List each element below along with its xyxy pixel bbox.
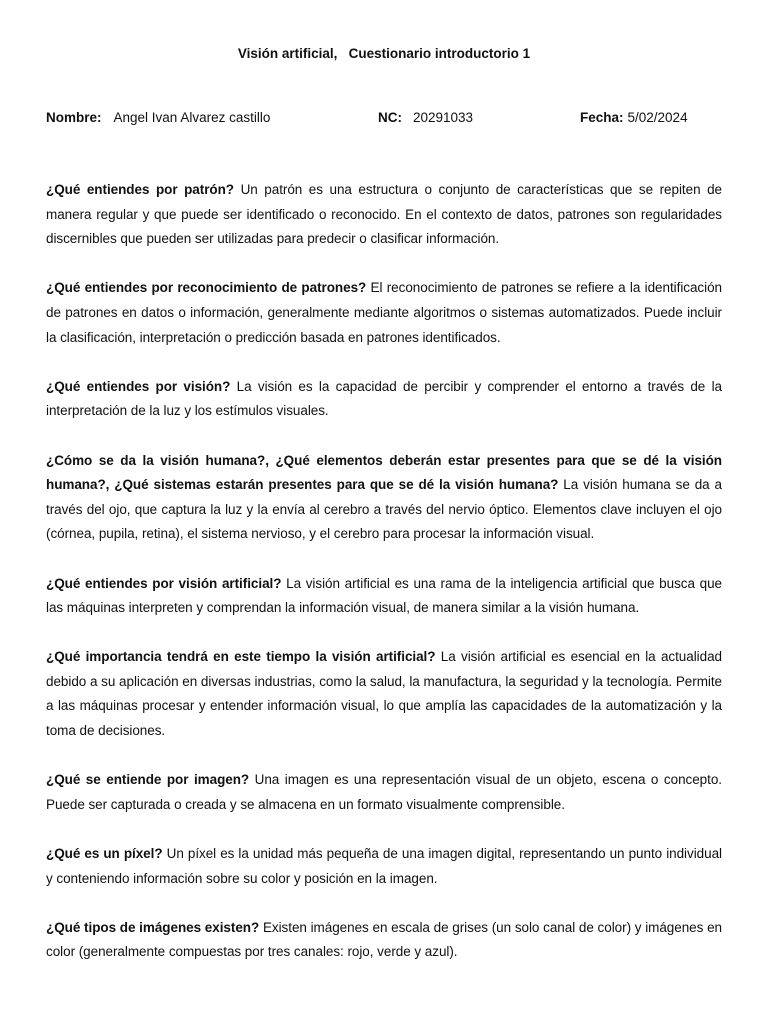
answer-text: La visión artificial es esencial en la actualidad debido a su aplicación en diversas industrias, como la salud, la manufactura, la seguridad y la tecnología. Permite a las máquinas procesar y entender información visual, lo que amplía las capacidades de la automatización y la toma de decisiones.: [46, 649, 722, 739]
question-block: [46, 842, 722, 891]
document-title: Visión artificial, Cuestionario introductorio 1: [237, 46, 531, 61]
question-text: ¿Qué tipos de imágenes existen?: [46, 919, 260, 935]
question-block: [46, 768, 722, 817]
answer-text: La visión artificial es una rama de la inteligencia artificial que busca que las máquinas interpreten y comprendan la información visual, de manera similar a la visión humana.: [46, 575, 722, 616]
nc-value: 20291033: [413, 110, 474, 125]
question-text: ¿Qué es un píxel?: [46, 846, 163, 862]
name-label: Nombre:: [46, 110, 102, 125]
question-block: [46, 375, 722, 424]
question-block: [46, 916, 722, 965]
name-value: Angel Ivan Alvarez castillo: [113, 110, 271, 125]
question-text: ¿Qué importancia tendrá en este tiempo la visión artificial?: [46, 649, 436, 665]
question-text: ¿Qué entiendes por visión artificial?: [46, 575, 282, 591]
nc-field: [378, 110, 473, 125]
date-label: Fecha:: [580, 110, 624, 125]
date-field: [580, 110, 688, 125]
question-block: [46, 645, 722, 743]
question-text: ¿Qué entiendes por reconocimiento de patrones?: [46, 280, 367, 296]
answer-text: El reconocimiento de patrones se refiere a la identificación de patrones en datos o información, generalmente mediante algoritmos o sistemas automatizados. Puede incluir la clasificación, interpretación o predicción basada en patrones identificados.: [46, 280, 722, 345]
question-text: ¿Qué entiendes por patrón?: [46, 182, 235, 197]
date-value: 5/02/2024: [627, 110, 688, 125]
answer-text: La visión es la capacidad de percibir y comprender el entorno a través de la interpretación de la luz y los estímulos visuales.: [46, 378, 722, 419]
question-block: [46, 572, 722, 621]
name-field: [46, 110, 270, 125]
nc-label: NC:: [378, 110, 402, 125]
answer-text: Una imagen es una representación visual de un objeto, escena o concepto. Puede ser capturada o creada y se almacena en un formato visualmente comprensible.: [46, 772, 722, 812]
answer-text: Un patrón es una estructura o conjunto de características que se repiten de manera regular y que puede ser identificado o reconocido. En el contexto de datos, patrones son regularidades discernibles que pueden ser utilizadas para predecir o clasificar información.: [46, 182, 723, 247]
question-text: ¿Qué entiendes por visión?: [46, 378, 231, 394]
answer-text: Un píxel es la unidad más pequeña de una imagen digital, representando un punto individual y conteniendo información sobre su color y posición en la imagen.: [46, 846, 722, 886]
questionnaire-body: [46, 178, 722, 990]
question-text: ¿Qué se entiende por imagen?: [46, 772, 250, 788]
answer-text: Existen imágenes en escala de grises (un solo canal de color) y imágenes en color (generalmente compuestas por tres canales: rojo, verde y azul).: [46, 919, 722, 960]
answer-text: La visión humana se da a través del ojo, que captura la luz y la envía al cerebro a través del nervio óptico. Elementos clave incluyen el ojo (córnea, pupila, retina), el sistema nervioso, y el cerebro para procesar la información visual.: [46, 477, 723, 542]
question-block: [46, 276, 722, 350]
question-block: [46, 449, 722, 547]
question-block: [46, 178, 722, 252]
question-text: ¿Cómo se da la visión humana?, ¿Qué elementos deberán estar presentes para que se dé la visión humana?, ¿Qué sistemas estarán presentes para que se dé la visión humana?: [46, 452, 722, 493]
student-info-row: [46, 110, 726, 128]
